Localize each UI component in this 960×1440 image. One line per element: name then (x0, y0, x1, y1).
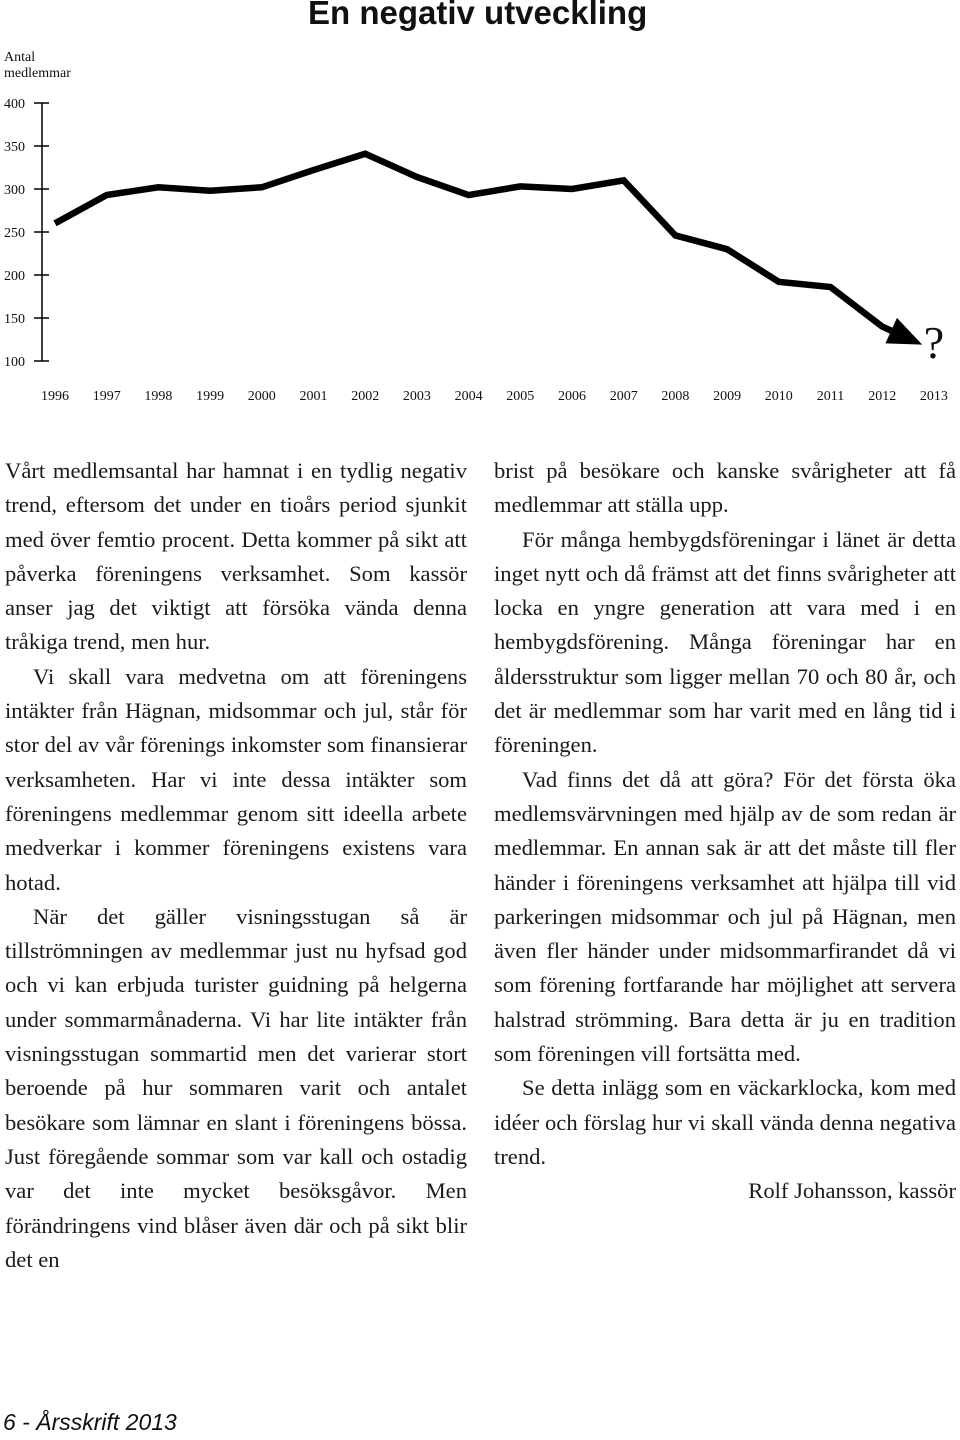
y-axis (4, 50, 71, 370)
y-axis-label: Antal medlemmar (4, 50, 71, 81)
y-tick-label: 100 (4, 355, 25, 370)
x-tick-label: 1998 (144, 389, 173, 404)
page-footer: 6 - Årsskrift 2013 (3, 1409, 177, 1435)
article-paragraph: Vårt medlemsantal har hamnat i en tydlig negativ trend, eftersom det under en tioårs period sjunkit med över femtio procent. Detta kommer på sikt att påverka föreningens verksamhet. Som kassör anser jag det viktigt att försöka vända denna tråkiga trend, men hur. (5, 458, 467, 655)
x-tick-label: 2004 (454, 389, 483, 404)
trend-arrow-head (885, 318, 922, 345)
article-paragraph: För många hembygdsföreningar i länet är detta inget nytt och då främst att det finns svårigheter att locka en yngre generation att vara med i en hembygdsförening. Många föreningar har en åldersstruktur som ligger mellan 70 och 80 år, och det är medlemmar som har varit med en lång tid i föreningen. (494, 526, 956, 758)
x-tick-label: 2010 (764, 389, 793, 404)
x-tick-label: 2012 (868, 389, 897, 404)
y-tick-label: 300 (4, 183, 25, 198)
x-tick-label: 2008 (661, 389, 690, 404)
article-paragraph: När det gäller visningsstugan så är tillströmningen av medlemmar just nu hyfsad god och vi kan erbjuda turister guidning på helgerna under sommarmånaderna. Vi har lite intäkter från visningsstugan sommartid men det varierar stort beroende på hur sommaren varit och antalet besökare som lämnar en slant i föreningens bössa. Just föregående sommar som var kall och ostadig var det inte mycket besöksgåvor. Men förändringens vind blåser även där och på sikt blir det en (5, 903, 467, 1272)
y-tick-label: 200 (4, 269, 25, 284)
x-tick-label: 2000 (247, 389, 276, 404)
x-tick-label: 1999 (196, 389, 225, 404)
end-marker: ? (923, 317, 945, 368)
article-paragraph: Se detta inlägg som en väckarklocka, kom med idéer och förslag hur vi skall vända denna negativa trend. (494, 1075, 956, 1169)
x-axis (41, 389, 948, 404)
membership-chart (0, 0, 960, 420)
y-tick-label: 150 (4, 312, 25, 327)
article-paragraph: Vad finns det då att göra? För det första öka medlemsvärvningen med hjälp av de som redan är medlemmar. En annan sak är att det måste till fler händer i föreningens verksamhet att hjälpa till vid parkeringen midsommar och jul på Hägnan, men även fler händer under midsommarfirandet då vi som förening fortfarande har möjlighet att servera halstrad strömming. Bara detta är ju en tradition som föreningen vill fortsätta med. (494, 766, 956, 1067)
x-tick-label: 2009 (713, 389, 742, 404)
series-layer (55, 154, 944, 368)
y-tick-label: 350 (4, 140, 25, 155)
x-tick-label: 2007 (609, 389, 638, 404)
signature: Rolf Johansson, kassör (748, 1178, 956, 1204)
x-tick-label: 2002 (351, 389, 380, 404)
article-column-left (5, 454, 467, 1277)
article-column-right (494, 454, 956, 1209)
x-tick-label: 2005 (506, 389, 535, 404)
article-paragraph: Vi skall vara medvetna om att föreningens intäkter från Hägnan, midsommar och jul, står för stor del av vår förenings inkomster som finansierar verksamheten. Har vi inte dessa intäkter som föreningens medlemmar genom sitt ideella arbete medverkar i kommer föreningens existens vara hotad. (5, 663, 467, 895)
x-tick-label: 2011 (816, 389, 845, 404)
y-tick-label: 400 (4, 97, 25, 112)
x-tick-label: 2013 (919, 389, 948, 404)
x-tick-label: 2003 (402, 389, 431, 404)
page-title: En negativ utveckling (308, 0, 648, 31)
series-line (55, 154, 891, 331)
article-paragraph: brist på besökare och kanske svårigheter att få medlemmar att ställa upp. (494, 458, 956, 518)
x-tick-label: 1997 (92, 389, 121, 404)
x-tick-label: 1996 (41, 389, 69, 404)
x-tick-label: 2001 (299, 389, 328, 404)
y-tick-label: 250 (4, 226, 25, 241)
x-tick-label: 2006 (558, 389, 586, 404)
